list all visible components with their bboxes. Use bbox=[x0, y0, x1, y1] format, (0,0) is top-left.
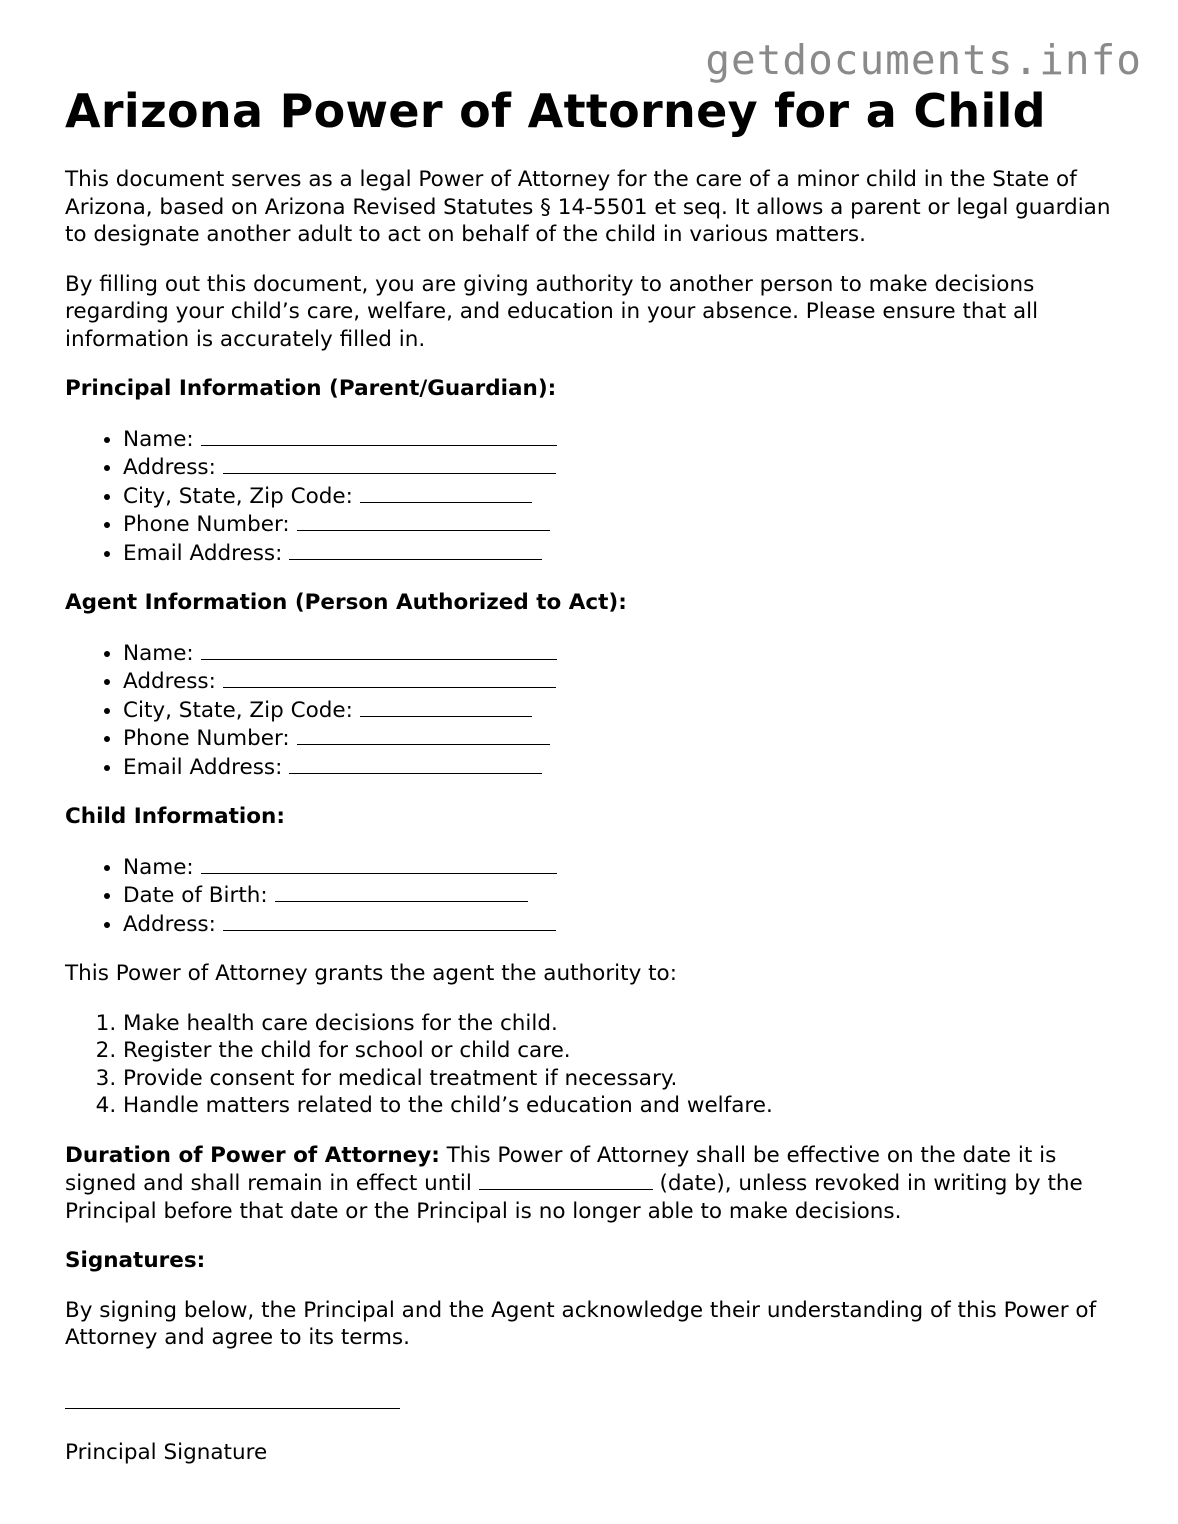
field-label: Address: bbox=[123, 911, 216, 937]
principal-heading: Principal Information (Parent/Guardian): bbox=[65, 376, 557, 401]
field-label: Name: bbox=[123, 640, 194, 666]
phone-blank bbox=[297, 724, 550, 745]
list-item bbox=[123, 667, 1125, 696]
list-item bbox=[123, 482, 1125, 511]
child-fields-list bbox=[65, 853, 1125, 939]
list-item bbox=[123, 539, 1125, 568]
agent-fields-list bbox=[65, 639, 1125, 782]
list-item bbox=[123, 881, 1125, 910]
name-blank bbox=[201, 425, 557, 446]
intro-paragraph-1: This document serves as a legal Power of Attorney for the care of a minor child in the State of Arizona, based on Arizona Revised Statutes § 14-5501 et seq. It allows a parent or legal guardian to designate another adult to act on behalf of the child in various matters. bbox=[65, 167, 1111, 247]
principal-signature-line bbox=[65, 1408, 400, 1409]
list-item bbox=[123, 910, 1125, 939]
address-blank bbox=[223, 453, 556, 474]
email-blank bbox=[289, 753, 542, 774]
field-label: Email Address: bbox=[123, 754, 283, 780]
field-label: Email Address: bbox=[123, 540, 283, 566]
city-state-zip-blank bbox=[360, 696, 532, 717]
name-blank bbox=[201, 639, 557, 660]
intro-paragraph-2: By filling out this document, you are giving authority to another person to make decisions regarding your child’s care, welfare, and education in your absence. Please ensure that all information is accurately filled in. bbox=[65, 271, 1039, 352]
name-blank bbox=[201, 853, 557, 874]
date-blank bbox=[479, 1169, 653, 1190]
list-item: 1. Make health care decisions for the child. bbox=[123, 1010, 1125, 1038]
principal-signature-label: Principal Signature bbox=[65, 1439, 268, 1465]
field-label: City, State, Zip Code: bbox=[123, 697, 353, 723]
field-label: Address: bbox=[123, 669, 216, 694]
list-item bbox=[123, 453, 1125, 482]
agent-heading: Agent Information (Person Authorized to Act): bbox=[65, 590, 627, 615]
field-label: Date of Birth: bbox=[123, 883, 268, 908]
site-watermark: getdocuments.info bbox=[705, 36, 1142, 84]
signatures-paragraph: By signing below, the Principal and the Agent acknowledge their understanding of this Power of Attorney and agree to its terms. bbox=[65, 1297, 1097, 1350]
document-title: Arizona Power of Attorney for a Child bbox=[65, 84, 1046, 138]
list-item: 3. Provide consent for medical treatment if necessary. bbox=[123, 1065, 1125, 1093]
city-state-zip-blank bbox=[360, 482, 532, 503]
document-body bbox=[65, 82, 1125, 1488]
list-item bbox=[123, 696, 1125, 725]
duration-label: Duration of Power of Attorney: bbox=[65, 1142, 440, 1168]
field-label: City, State, Zip Code: bbox=[123, 483, 353, 509]
list-item bbox=[123, 425, 1125, 454]
list-item bbox=[123, 510, 1125, 539]
duration-text-after: (date), unless revoked in writing by the Principal before that date or the Principal is no longer able to make decisions. bbox=[65, 1171, 1083, 1224]
child-heading: Child Information: bbox=[65, 804, 285, 829]
field-label: Name: bbox=[123, 854, 194, 880]
list-item bbox=[123, 753, 1125, 782]
list-item bbox=[123, 853, 1125, 882]
list-item bbox=[123, 639, 1125, 668]
phone-blank bbox=[297, 510, 550, 531]
address-blank bbox=[223, 910, 556, 931]
field-label: Name: bbox=[123, 426, 194, 452]
principal-fields-list bbox=[65, 425, 1125, 568]
duration-text-before: This Power of Attorney shall be effective on the date it is signed and shall remain in effect until bbox=[65, 1142, 1057, 1196]
signatures-heading: Signatures: bbox=[65, 1248, 206, 1273]
email-blank bbox=[289, 539, 542, 560]
field-label: Phone Number: bbox=[123, 726, 290, 751]
grants-intro: This Power of Attorney grants the agent the authority to: bbox=[65, 961, 677, 986]
field-label: Phone Number: bbox=[123, 512, 290, 537]
list-item: 2. Register the child for school or child care. bbox=[123, 1037, 1125, 1065]
dob-blank bbox=[275, 881, 528, 902]
list-item: 4. Handle matters related to the child’s education and welfare. bbox=[123, 1092, 1125, 1120]
address-blank bbox=[223, 667, 556, 688]
list-item bbox=[123, 724, 1125, 753]
grants-list bbox=[65, 1010, 1125, 1120]
duration-paragraph bbox=[65, 1142, 1125, 1226]
field-label: Address: bbox=[123, 455, 216, 480]
